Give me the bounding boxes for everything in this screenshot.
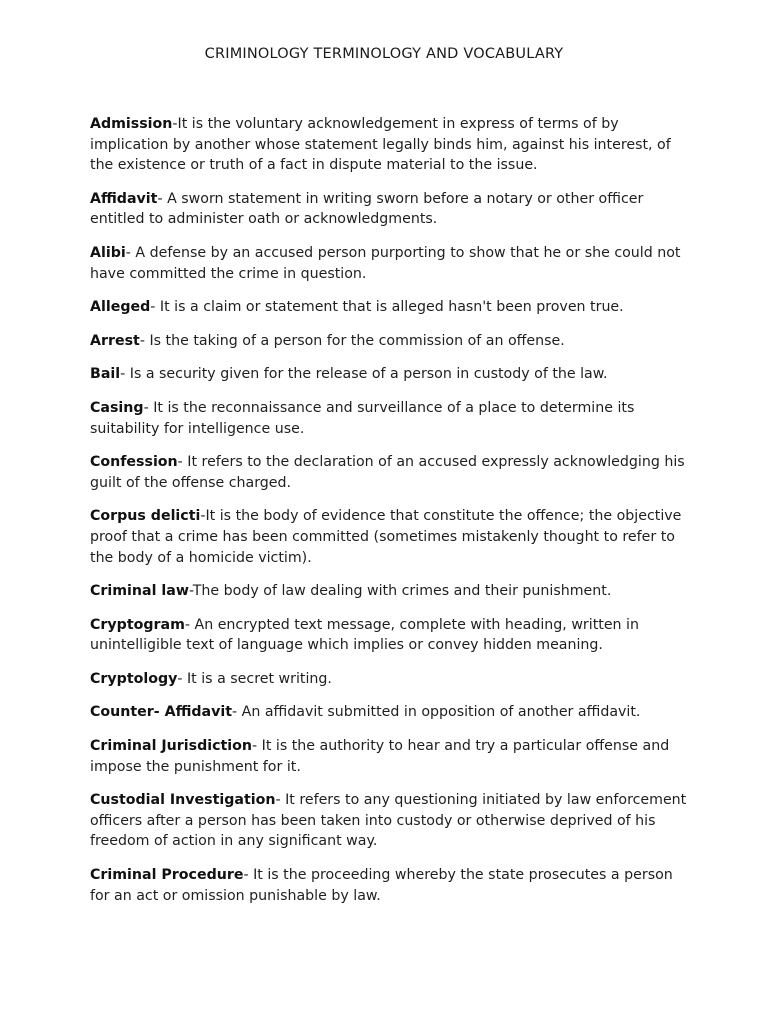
glossary-entry-criminal-jurisdiction — [90, 736, 690, 777]
glossary-entry-affidavit — [90, 189, 690, 230]
glossary-term: Affidavit — [90, 190, 158, 207]
glossary-term: Custodial Investigation — [90, 792, 276, 809]
glossary-definition: - It refers to the declaration of an accused expressly acknowledging his guilt of the offense charged. — [90, 454, 685, 491]
glossary-term: Counter- Affidavit — [90, 704, 233, 721]
glossary-term: Alibi — [90, 244, 126, 261]
glossary-definition: - It is the proceeding whereby the state prosecutes a person for an act or omission punishable by law. — [90, 867, 673, 904]
glossary-term: Admission — [90, 116, 173, 132]
glossary-term: Criminal law — [90, 583, 189, 600]
glossary-term: Cryptogram — [90, 616, 185, 633]
glossary-definition: -The body of law dealing with crimes and their punishment. — [188, 583, 612, 600]
glossary-term: Confession — [90, 454, 178, 471]
glossary-entry-bail — [90, 364, 690, 385]
glossary-entry-alleged — [90, 297, 690, 318]
glossary-entry-cryptogram — [90, 615, 690, 656]
glossary-entry-corpus-delicti — [90, 506, 690, 568]
glossary-definition: - An affidavit submitted in opposition of another affidavit. — [232, 704, 641, 721]
glossary-definition: - It is the reconnaissance and surveillance of a place to determine its suitability for intelligence use. — [90, 399, 635, 437]
glossary-definition: - It is a secret writing. — [177, 670, 332, 687]
glossary-term: Casing — [90, 399, 144, 416]
glossary-definition: - It is the authority to hear and try a particular offense and impose the punishment for it. — [90, 738, 670, 775]
glossary-list — [90, 114, 690, 919]
glossary-entry-cryptology — [90, 669, 690, 690]
glossary-entry-alibi — [90, 243, 690, 284]
glossary-term: Criminal Procedure — [90, 867, 244, 884]
glossary-definition: -It is the voluntary acknowledgement in express of terms of by implication by another whose statement legally binds him, against his interest, of the existence or truth of a fact in dispute material to the issue. — [90, 116, 671, 174]
glossary-term: Cryptology — [90, 670, 178, 687]
glossary-entry-admission — [90, 114, 690, 176]
glossary-definition: -It is the body of evidence that constitute the offence; the objective proof that a crime has been committed (sometimes mistakenly thought to refer to the body of a homicide victim). — [90, 508, 682, 566]
glossary-entry-criminal-procedure — [90, 865, 690, 906]
glossary-definition: - Is the taking of a person for the commission of an offense. — [139, 332, 565, 349]
glossary-term: Alleged — [90, 299, 151, 316]
glossary-term: Corpus delicti — [90, 508, 201, 525]
glossary-entry-criminal-law — [90, 581, 690, 602]
glossary-term: Criminal Jurisdiction — [90, 738, 252, 755]
document-title: CRIMINOLOGY TERMINOLOGY AND VOCABULARY — [204, 46, 564, 62]
glossary-definition: - A sworn statement in writing sworn before a notary or other officer entitled to administer oath or acknowledgments. — [90, 190, 644, 228]
glossary-term: Bail — [90, 366, 121, 383]
glossary-definition: - An encrypted text message, complete with heading, written in unintelligible text of language which implies or convey hidden meaning. — [90, 616, 639, 654]
glossary-entry-casing — [90, 398, 690, 439]
glossary-term: Arrest — [90, 332, 140, 349]
glossary-entry-arrest — [90, 331, 690, 352]
glossary-definition: - It refers to any questioning initiated by law enforcement officers after a person has been taken into custody or otherwise deprived of his freedom of action in any significant way. — [90, 792, 687, 850]
glossary-entry-counter-affidavit — [90, 702, 690, 723]
glossary-entry-confession — [90, 452, 690, 493]
glossary-definition: - Is a security given for the release of a person in custody of the law. — [120, 366, 608, 383]
glossary-definition: - It is a claim or statement that is alleged hasn't been proven true. — [150, 299, 624, 316]
glossary-definition: - A defense by an accused person purporting to show that he or she could not have committed the crime in question. — [90, 244, 681, 282]
glossary-entry-custodial-investigation — [90, 790, 690, 852]
